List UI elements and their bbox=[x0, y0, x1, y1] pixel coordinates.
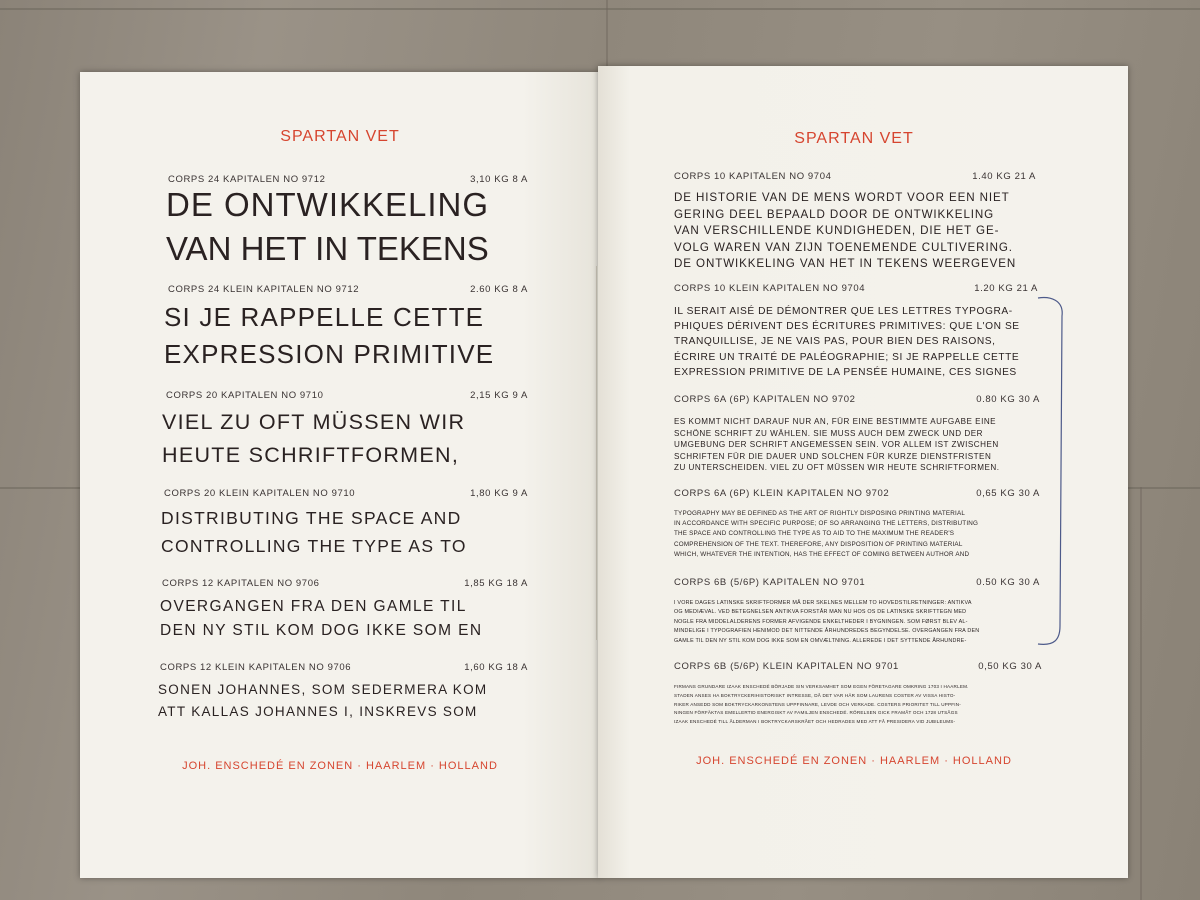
spec-price: 1,85 KG 18 A bbox=[464, 578, 528, 589]
spec-line bbox=[674, 171, 1036, 182]
type-sample-line: DE ONTWIKKELING VAN HET IN TEKENS WEERGEVEN bbox=[674, 257, 1017, 270]
printer-imprint: JOH. ENSCHEDÉ EN ZONEN · HAARLEM · HOLLAND bbox=[696, 755, 1012, 767]
type-sample-line: SONEN JOHANNES, SOM SEDERMERA KOM bbox=[158, 682, 488, 697]
spec-label: CORPS 6B (5/6P) KAPITALEN NO 9701 bbox=[674, 577, 866, 588]
spec-label: CORPS 6A (6P) KLEIN KAPITALEN NO 9702 bbox=[674, 488, 890, 499]
type-sample-line: MINDELIGE I TYPOGRAFIEN HENIMOD DET NITTENDE ÅRHUNDREDES BEGYNDELSE. OVERGANGEN FRA DEN bbox=[674, 628, 980, 635]
type-sample-block bbox=[674, 416, 999, 474]
type-sample-line: I VORE DAGES LATINSKE SKRIFTFORMER MÅ DER SKELNES MELLEM TO HOVEDSTILRETNINGER: ANTIKVA bbox=[674, 600, 972, 606]
type-sample-line: STADEN ANSES HA BOKTRYCKERIHISTORISKT INTRESSE, DÅ DET VAR HÄR SOM LAURENS COSTER AV VISSA HISTO- bbox=[674, 692, 956, 698]
spec-line bbox=[674, 661, 1042, 672]
spec-line bbox=[162, 578, 528, 589]
page-title: SPARTAN VET bbox=[794, 130, 914, 147]
spec-line bbox=[160, 662, 528, 673]
type-sample-line: FIRMANS GRUNDARE IZAAK ENSCHEDÉ BÖRJADE SIN VERKSAMHET SOM EGEN FÖRETAGARE OMKRING 1703 I HAARLEM. bbox=[674, 684, 969, 689]
spec-line bbox=[168, 174, 528, 185]
type-sample-line: VAN HET IN TEKENS bbox=[166, 230, 489, 267]
type-sample-line: ÉCRIRE UN TRAITÉ DE PALÉOGRAPHIE; SI JE RAPPELLE CETTE bbox=[674, 351, 1020, 363]
type-sample-line: SCHÖNE SCHRIFT ZU WÄHLEN. SIE MUSS AUCH DEM ZWECK UND DER bbox=[674, 428, 983, 438]
wood-plank-seam bbox=[0, 8, 1200, 10]
type-sample-line: IL SERAIT AISÉ DE DÉMONTRER QUE LES LETTRES TYPOGRA- bbox=[674, 306, 1013, 317]
spec-label: CORPS 6B (5/6P) KLEIN KAPITALEN NO 9701 bbox=[674, 661, 899, 672]
spec-label: CORPS 20 KAPITALEN NO 9710 bbox=[166, 390, 324, 401]
spec-price: 1.20 KG 21 A bbox=[974, 283, 1038, 294]
spec-label: CORPS 6A (6P) KAPITALEN NO 9702 bbox=[674, 394, 856, 405]
spec-label: CORPS 24 KLEIN KAPITALEN NO 9712 bbox=[168, 284, 360, 295]
type-sample-line: IN ACCORDANCE WITH SPECIFIC PURPOSE; OF SO ARRANGING THE LETTERS, DISTRIBUTING bbox=[674, 520, 979, 528]
spec-label: CORPS 10 KLEIN KAPITALEN NO 9704 bbox=[674, 283, 866, 294]
type-sample-line: EXPRESSION PRIMITIVE DE LA PENSÉE HUMAINE, CES SIGNES bbox=[674, 366, 1017, 378]
type-sample-line: DEN NY STIL KOM DOG IKKE SOM EN bbox=[160, 622, 483, 639]
type-sample-line: EXPRESSION PRIMITIVE bbox=[164, 339, 495, 369]
spec-price: 1,80 KG 9 A bbox=[470, 488, 528, 499]
type-sample-line: NINGEN FÖRFÄKTAS EMELLERTID ENERGISKT AV FAMILJEN ENSCHEDÉ. RÖRELSEN GICK FRAMÅT OCH 1728 UTSÅGS bbox=[674, 710, 958, 716]
type-sample-line: TRANQUILLISE, JE NE VAIS PAS, POUR BIEN DES RAISONS, bbox=[674, 336, 996, 348]
spec-price: 1,60 KG 18 A bbox=[464, 662, 528, 673]
type-sample-line: OG MEDIÆVAL. VED BETEGNELSEN ANTIKVA FORSTÅR MAN NU HOS OS DE LATINSKE SKRIFTTEGN MED bbox=[674, 609, 967, 616]
spec-line bbox=[164, 488, 528, 499]
type-sample-block bbox=[674, 683, 1046, 727]
spec-label: CORPS 10 KAPITALEN NO 9704 bbox=[674, 171, 832, 182]
spec-line bbox=[674, 283, 1038, 294]
type-sample-line: ATT KALLAS JOHANNES I, INSKREVS SOM bbox=[158, 704, 478, 719]
type-sample-line: ZU UNTERSCHEIDEN. VIEL ZU OFT MÜSSEN WIR HEUTE SCHRIFTFORMEN. bbox=[674, 463, 1000, 473]
spec-label: CORPS 20 KLEIN KAPITALEN NO 9710 bbox=[164, 488, 356, 499]
type-sample-line: OVERGANGEN FRA DEN GAMLE TIL bbox=[160, 598, 467, 615]
type-sample-line: DE HISTORIE VAN DE MENS WORDT VOOR EEN NIET bbox=[674, 191, 1010, 204]
spec-line bbox=[168, 284, 528, 295]
type-sample-line: THE SPACE AND CONTROLLING THE TYPE AS TO AID TO THE MAXIMUM THE READER'S bbox=[674, 530, 955, 538]
type-sample-block bbox=[674, 304, 1020, 380]
type-sample-block bbox=[674, 599, 1044, 646]
printer-imprint: JOH. ENSCHEDÉ EN ZONEN · HAARLEM · HOLLAND bbox=[182, 760, 498, 772]
type-sample-line: ES KOMMT NICHT DARAUF NUR AN, FÜR EINE BESTIMMTE AUFGABE EINE bbox=[674, 417, 997, 426]
spec-price: 0.50 KG 30 A bbox=[976, 577, 1040, 588]
pen-bracket-mark bbox=[1036, 296, 1068, 648]
type-sample-block bbox=[674, 509, 1044, 560]
spec-price: 0,65 KG 30 A bbox=[976, 488, 1040, 499]
type-sample-line: WHICH, WHATEVER THE INTENTION, HAS THE EFFECT OF COMING BETWEEN AUTHOR AND bbox=[674, 550, 970, 558]
page-title: SPARTAN VET bbox=[280, 128, 400, 145]
type-sample-line: VOLG WAREN VAN ZIJN TOENEMENDE CULTIVERING. bbox=[674, 240, 1013, 254]
spec-line bbox=[674, 488, 1040, 499]
spec-label: CORPS 12 KLEIN KAPITALEN NO 9706 bbox=[160, 662, 352, 673]
type-sample-line: SI JE RAPPELLE CETTE bbox=[164, 302, 485, 332]
type-sample-line: SCHRIFTEN FÜR DIE DAUER UND SOLCHEN FÜR KURZE DIENSTFRISTEN bbox=[674, 451, 992, 461]
spec-price: 1.40 KG 21 A bbox=[972, 171, 1036, 182]
type-sample-line: GERING DEEL BEPAALD DOOR DE ONTWIKKELING bbox=[674, 207, 995, 221]
spec-line bbox=[674, 394, 1040, 405]
spec-price: 2.60 KG 8 A bbox=[470, 284, 528, 295]
left-page bbox=[80, 72, 600, 878]
type-sample-line: PHIQUES DÉRIVENT DES ÉCRITURES PRIMITIVES: QUE L'ON SE bbox=[674, 321, 1020, 333]
type-sample-line: HEUTE SCHRIFTFORMEN, bbox=[162, 443, 460, 467]
spec-line bbox=[166, 390, 528, 401]
type-sample-line: VIEL ZU OFT MÜSSEN WIR bbox=[162, 410, 466, 434]
type-sample-line: TYPOGRAPHY MAY BE DEFINED AS THE ART OF RIGHTLY DISPOSING PRINTING MATERIAL bbox=[674, 510, 966, 517]
spec-price: 0,50 KG 30 A bbox=[978, 661, 1042, 672]
type-sample-line: RIKER ANSEDD SOM BOKTRYCKARKONSTENS UPPFINNARE, LEVDE OCH VERKADE. COSTERS PRIORITET TILL UPPFIN- bbox=[674, 701, 961, 707]
type-sample-line: GAMLE TIL DEN NY STIL KOM DOG IKKE SOM EN OMVÆLTNING. ALLEREDE I DET SYTTENDE ÅRHUNDRE- bbox=[674, 637, 967, 644]
spec-label: CORPS 12 KAPITALEN NO 9706 bbox=[162, 578, 320, 589]
type-sample-line: CONTROLLING THE TYPE AS TO bbox=[161, 536, 467, 556]
type-sample-line: DE ONTWIKKELING bbox=[166, 186, 490, 223]
wood-plank-seam bbox=[1140, 487, 1142, 900]
type-sample-line: VAN VERSCHILLENDE KUNDIGHEDEN, DIE HET GE- bbox=[674, 224, 1000, 237]
wood-plank-seam bbox=[606, 0, 608, 70]
spec-price: 0.80 KG 30 A bbox=[976, 394, 1040, 405]
spec-line bbox=[674, 577, 1040, 588]
type-sample-line: COMPREHENSION OF THE TEXT. THEREFORE, ANY DISPOSITION OF PRINTING MATERIAL bbox=[674, 540, 963, 548]
type-sample-line: NOGLE FRA MIDDELALDERENS FORMER AFVIGENDE ENKELTHEDER I BYGNINGEN. SOM FØRST BLEV AL- bbox=[674, 618, 968, 625]
type-sample-line: DISTRIBUTING THE SPACE AND bbox=[161, 508, 462, 528]
type-sample-line: UMGEBUNG DER SCHRIFT ANGEMESSEN SEIN. VOR ALLEM IST ZWISCHEN bbox=[674, 440, 999, 450]
type-sample-line: IZAAK ENSCHEDÉ TILL ÅLDERMAN I BOKTRYCKARSKRÅET OCH HEDRADES MED ATT FÅ PRESIDERA VID JUBILEUMS- bbox=[674, 719, 956, 725]
spec-price: 3,10 KG 8 A bbox=[470, 174, 528, 185]
type-sample-block bbox=[674, 190, 1016, 273]
spec-label: CORPS 24 KAPITALEN NO 9712 bbox=[168, 174, 326, 185]
spec-price: 2,15 KG 9 A bbox=[470, 390, 528, 401]
